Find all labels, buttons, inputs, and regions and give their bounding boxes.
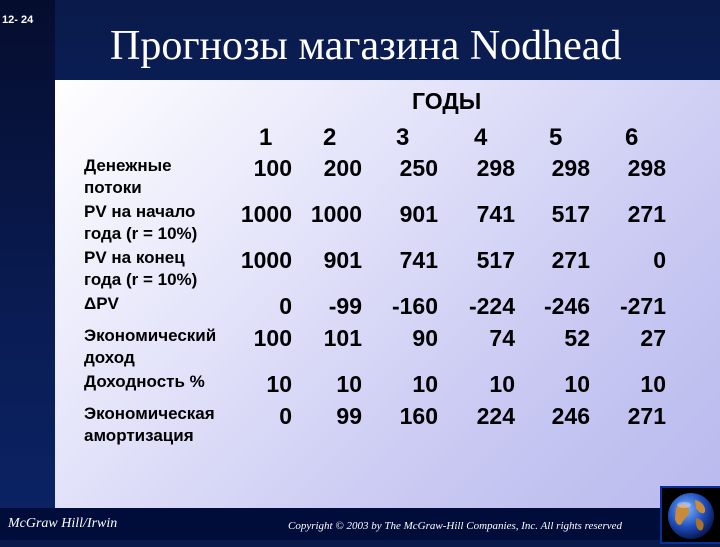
row-label-cash-flow-2: потоки — [84, 178, 142, 197]
year-5: 5 — [549, 124, 563, 151]
slide-number: 12- 24 — [2, 14, 34, 26]
cell-pv-start-y5: 517 — [551, 201, 590, 227]
cell-yield-y2: 10 — [336, 371, 362, 397]
year-2: 2 — [323, 124, 337, 151]
row-label-cash-flow-1: Денежные — [84, 156, 172, 175]
year-1: 1 — [259, 124, 273, 151]
footer-copyright: Copyright © 2003 by The McGraw-Hill Companies, Inc. All rights reserved — [288, 520, 623, 532]
cell-cash-flow-y5: 298 — [551, 155, 590, 181]
row-label-pv-start-1: PV на начало — [84, 202, 196, 221]
cell-pv-start-y2: 1000 — [310, 201, 362, 227]
cell-economic-depreciation-y6: 271 — [627, 403, 666, 429]
row-label-yield: Доходность % — [84, 372, 205, 391]
cell-economic-depreciation-y5: 246 — [551, 403, 590, 429]
year-6: 6 — [625, 124, 639, 151]
row-label-delta-pv: ΔPV — [84, 294, 119, 313]
row-label-pv-end-1: PV на конец — [84, 248, 185, 267]
content-panel — [55, 80, 720, 508]
cell-economic-income-y6: 27 — [640, 325, 666, 351]
cell-pv-start-y4: 741 — [476, 201, 515, 227]
cell-yield-y1: 10 — [266, 371, 292, 397]
cell-delta-pv-y6: -271 — [619, 293, 666, 319]
cell-yield-y6: 10 — [640, 371, 666, 397]
cell-economic-depreciation-y1: 0 — [279, 403, 292, 429]
cell-delta-pv-y4: -224 — [468, 293, 515, 319]
row-label-economic-income-2: доход — [84, 348, 135, 367]
row-label-economic-depreciation-2: амортизация — [84, 426, 194, 445]
cell-economic-depreciation-y4: 224 — [476, 403, 515, 429]
cell-pv-start-y6: 271 — [627, 201, 666, 227]
cell-cash-flow-y6: 298 — [627, 155, 666, 181]
cell-delta-pv-y1: 0 — [279, 293, 292, 319]
cell-delta-pv-y3: -160 — [391, 293, 438, 319]
cell-pv-end-y6: 0 — [653, 247, 666, 273]
years-header: ГОДЫ — [412, 88, 482, 114]
cell-cash-flow-y2: 200 — [323, 155, 362, 181]
cell-pv-end-y3: 741 — [399, 247, 438, 273]
cell-cash-flow-y3: 250 — [399, 155, 438, 181]
cell-economic-income-y1: 100 — [253, 325, 292, 351]
row-label-economic-income-1: Экономический — [84, 326, 217, 345]
year-4: 4 — [474, 124, 488, 151]
row-label-pv-start-2: года (r = 10%) — [84, 224, 198, 243]
row-label-pv-end-2: года (r = 10%) — [84, 270, 198, 289]
cell-cash-flow-y1: 100 — [253, 155, 292, 181]
cell-delta-pv-y5: -246 — [543, 293, 590, 319]
cell-pv-start-y3: 901 — [399, 201, 438, 227]
cell-yield-y5: 10 — [564, 371, 590, 397]
row-label-economic-depreciation-1: Экономическая — [84, 404, 215, 423]
cell-economic-income-y3: 90 — [412, 325, 438, 351]
cell-cash-flow-y4: 298 — [476, 155, 515, 181]
slide-title: Прогнозы магазина Nodhead — [110, 23, 622, 69]
cell-yield-y4: 10 — [489, 371, 515, 397]
cell-economic-income-y2: 101 — [323, 325, 362, 351]
globe-icon — [660, 486, 720, 544]
footer-publisher: McGraw Hill/Irwin — [8, 516, 118, 531]
cell-pv-end-y1: 1000 — [240, 247, 292, 273]
year-3: 3 — [396, 124, 410, 151]
cell-yield-y3: 10 — [412, 371, 438, 397]
cell-pv-end-y2: 901 — [323, 247, 362, 273]
cell-economic-depreciation-y3: 160 — [399, 403, 438, 429]
left-band — [0, 0, 55, 540]
cell-economic-income-y5: 52 — [564, 325, 590, 351]
cell-delta-pv-y2: -99 — [328, 293, 362, 319]
cell-pv-start-y1: 1000 — [240, 201, 292, 227]
cell-economic-depreciation-y2: 99 — [336, 403, 362, 429]
cell-economic-income-y4: 74 — [489, 325, 515, 351]
cell-pv-end-y5: 271 — [551, 247, 590, 273]
cell-pv-end-y4: 517 — [476, 247, 515, 273]
